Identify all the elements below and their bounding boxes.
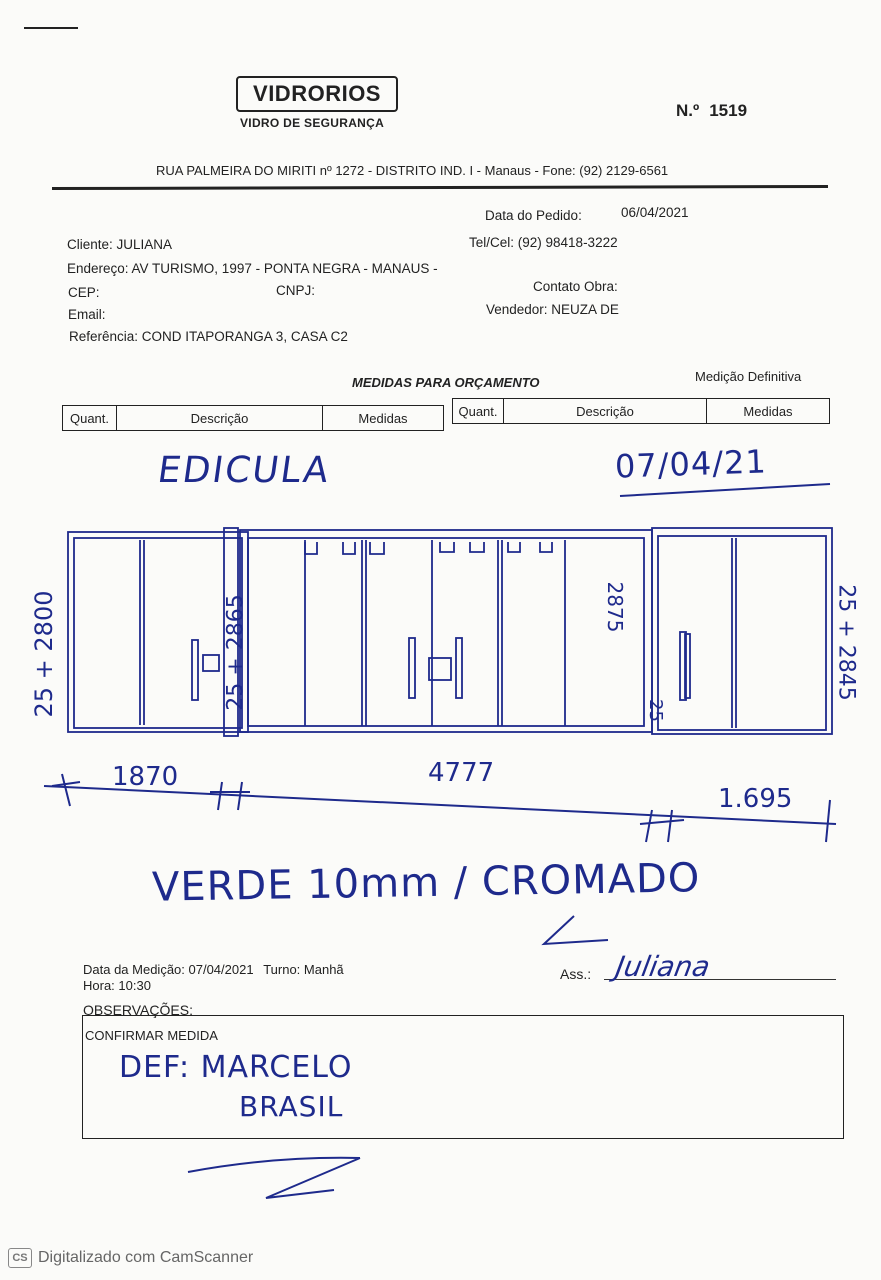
- measures-table-left: [62, 405, 444, 431]
- col-medidas: Medidas: [743, 403, 793, 419]
- bottom-mark: [184, 1150, 384, 1210]
- brand-tagline: VIDRO DE SEGURANÇA: [240, 116, 385, 130]
- panel-middle: [240, 530, 652, 732]
- col-descricao: Descrição: [504, 399, 707, 423]
- height-right: 25 + 2845: [833, 584, 859, 701]
- seller-field: Vendedor: NEUZA DE: [486, 302, 619, 317]
- col-quant: Quant.: [63, 406, 117, 430]
- observations-box: [82, 1015, 844, 1139]
- observations-label: OBSERVAÇÕES:: [83, 1002, 193, 1018]
- header-divider: [52, 185, 828, 190]
- panel-left: [68, 532, 248, 732]
- width-middle: 4777: [428, 758, 495, 788]
- width-right: 1.695: [718, 784, 793, 814]
- cnpj-field: CNPJ:: [276, 283, 316, 298]
- signature-label: Ass.:: [560, 966, 592, 982]
- width-left: 1870: [112, 762, 179, 792]
- cep-field: CEP:: [68, 285, 100, 300]
- company-address: RUA PALMEIRA DO MIRITI nº 1272 - DISTRITO IND. I - Manaus - Fone: (92) 2129-6561: [156, 163, 669, 178]
- measurement-shift: Turno: Manhã: [263, 962, 344, 977]
- observations-text: CONFIRMAR MEDIDA: [85, 1028, 218, 1043]
- order-date-label: Data do Pedido:: [485, 208, 582, 223]
- handwritten-title: EDICULA: [155, 450, 333, 491]
- col-descricao: Descrição: [117, 406, 323, 430]
- order-number-value: 1519: [709, 101, 748, 120]
- height-left-inner: 25 + 2865: [223, 594, 249, 711]
- height-left: 25 + 2800: [30, 590, 58, 718]
- glass-spec-mark: [538, 912, 618, 952]
- measurement-mode: Medição Definitiva: [695, 369, 802, 384]
- col-quant: Quant.: [453, 399, 504, 423]
- camscanner-icon: CS: [8, 1248, 32, 1268]
- measurement-date: [83, 962, 344, 977]
- order-number-label: N.º: [676, 101, 700, 120]
- order-date-value: 06/04/2021: [621, 205, 689, 220]
- address-field: Endereço: AV TURISMO, 1997 - PONTA NEGRA - MANAUS -: [67, 261, 438, 276]
- handwritten-date: 07/04/21: [614, 442, 768, 486]
- height-middle: 2875: [603, 581, 627, 633]
- scanner-text: Digitalizado com CamScanner: [38, 1249, 254, 1266]
- height-right-inner: 25: [644, 699, 666, 722]
- measures-table-right: [452, 398, 830, 424]
- obs-note-1: DEF: MARCELO: [119, 1050, 353, 1085]
- measures-title: MEDIDAS PARA ORÇAMENTO: [352, 375, 540, 390]
- glass-drawing: [40, 520, 840, 760]
- reference-field: Referência: COND ITAPORANGA 3, CASA C2: [69, 329, 348, 344]
- measurement-time: Hora: 10:30: [83, 978, 151, 993]
- contact-field: Contato Obra:: [533, 279, 618, 294]
- order-number: [676, 101, 747, 121]
- date-underline: [0, 480, 881, 500]
- scanner-footer: [8, 1248, 253, 1268]
- obs-note-2: BRASIL: [239, 1090, 344, 1123]
- brand-logo: VIDRORIOS: [236, 76, 398, 112]
- scan-mark: [24, 27, 78, 29]
- col-medidas: Medidas: [358, 410, 408, 426]
- email-field: Email:: [68, 307, 106, 322]
- phone-field: Tel/Cel: (92) 98418-3222: [469, 235, 618, 250]
- signature: Juliana: [613, 950, 713, 983]
- glass-spec: VERDE 10mm / CROMADO: [151, 855, 701, 911]
- panel-right: [652, 528, 832, 734]
- client-field: Cliente: JULIANA: [67, 237, 173, 252]
- measurement-date-value: Data da Medição: 07/04/2021: [83, 962, 254, 977]
